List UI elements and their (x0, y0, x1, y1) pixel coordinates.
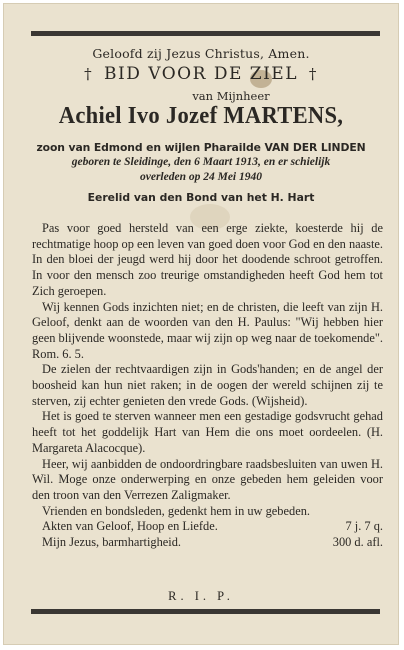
body-text (32, 221, 383, 551)
bottom-border-rule (31, 609, 380, 614)
prayer-heading (4, 64, 398, 84)
prayer-title: BID VOOR DE ZIEL (104, 64, 298, 84)
rip-line: R. I. P. (168, 589, 234, 603)
paragraph: Het is goed te sterven wanneer men een gestadige godsvrucht gehad heeft tot het goddelijk Hart van Hem die ons moet oordeelen. (H. Margareta Alacocque). (32, 409, 383, 455)
indulgence-value: 7 j. 7 q. (345, 519, 383, 534)
van-mijnheer: van Mijnheer (192, 89, 270, 103)
memorial-card (3, 3, 399, 645)
indulgence-row (32, 519, 383, 535)
paragraph: Heer, wij aanbidden de ondoordringbare raadsbesluiten van uwen H. Wil. Moge onze onderwerping en onze gebeden hem geleiden voor den troon van den Verrezen Zaligmaker. (32, 456, 383, 502)
honor-line: Eerelid van den Bond van het H. Hart (87, 191, 315, 204)
deceased-name: Achiel Ivo Jozef MARTENS, (58, 103, 344, 129)
indulgence-text: Akten van Geloof, Hoop en Liefde. (42, 519, 218, 534)
top-border-rule (31, 31, 380, 36)
indulgence-text: Mijn Jezus, barmhartigheid. (42, 535, 182, 550)
parents-line: zoon van Edmond en wijlen Pharailde VAN DER LINDEN (36, 141, 366, 154)
greeting-line: Geloofd zij Jezus Christus, Amen. (92, 46, 310, 61)
cross-icon: † (84, 65, 94, 83)
cross-icon: † (308, 65, 318, 83)
death-line: overleden op 24 Mei 1940 (139, 171, 262, 183)
birth-line: geboren te Sleidinge, den 6 Maart 1913, en er schielijk (71, 156, 331, 168)
paragraph: Pas voor goed hersteld van een erge ziekte, koesterde hij de rechtmatige hoop op een leven van goed doen voor God en den naaste. In den bloei der jeugd werd hij door het doodende schroot getroffen. In voor den mensch zoo treurige omstandigheden heeft God hem tot Zich geroepen. (32, 221, 383, 298)
indulgence-value: 300 d. afl. (332, 535, 383, 550)
paragraph: Wij kennen Gods inzichten niet; en de christen, die leeft van zijn H. Geloof, denkt aan de woorden van den H. Paulus: "Wij hebben hier geen blijvende woonstede, maar wij zijn op weg naar de toekomende". Rom. 6. 5. (32, 299, 383, 361)
indulgence-row (32, 535, 383, 551)
paragraph: Vrienden en bondsleden, gedenkt hem in uw gebeden. (42, 503, 310, 518)
paragraph: De zielen der rechtvaardigen zijn in Gods'handen; en de angel der boosheid kan hun niet raken; in de oogen der wereld schijnen zij te sterven, zij echter genieten den vrede Gods. (Wijsheid). (32, 362, 383, 408)
